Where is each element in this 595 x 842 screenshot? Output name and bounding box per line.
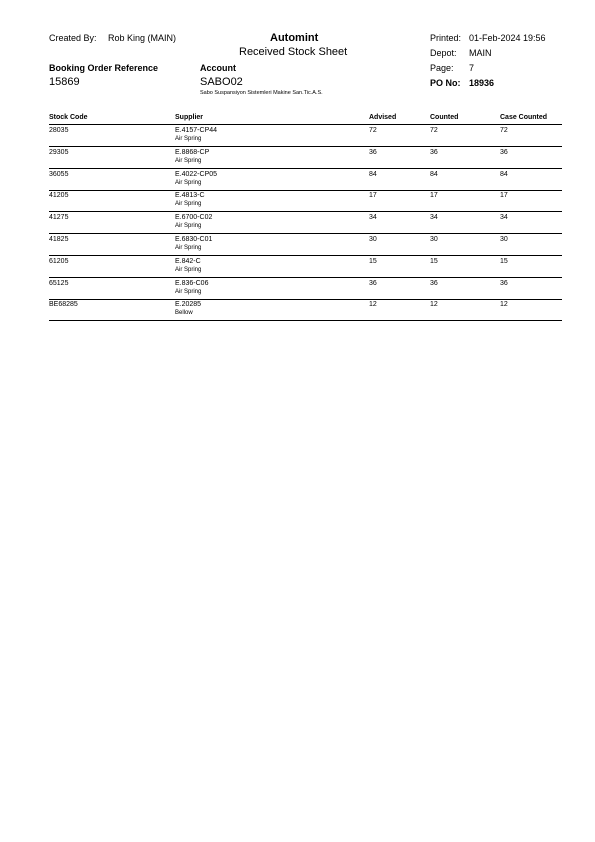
case-counted-cell: 36 bbox=[500, 279, 508, 287]
col-advised: Advised bbox=[369, 114, 397, 121]
account-label: Account bbox=[200, 63, 236, 73]
created-by-label: Created By: bbox=[49, 33, 97, 43]
page-label: Page: bbox=[430, 63, 454, 73]
supplier-cell: E.4813-C bbox=[175, 192, 205, 200]
description-cell: Air Spring bbox=[175, 136, 202, 142]
advised-cell: 36 bbox=[369, 279, 377, 287]
counted-cell: 17 bbox=[430, 192, 438, 200]
advised-cell: 17 bbox=[369, 192, 377, 200]
case-counted-cell: 36 bbox=[500, 148, 508, 156]
printed-label: Printed: bbox=[430, 33, 462, 43]
counted-cell: 36 bbox=[430, 279, 438, 287]
booking-ref-label: Booking Order Reference bbox=[49, 63, 159, 73]
stock-code-cell: 61205 bbox=[49, 257, 69, 265]
advised-cell: 15 bbox=[369, 257, 377, 265]
row-divider bbox=[49, 320, 562, 321]
supplier-cell: E.836-C06 bbox=[175, 279, 209, 287]
advised-cell: 30 bbox=[369, 236, 377, 243]
case-counted-cell: 34 bbox=[500, 214, 508, 222]
col-counted: Counted bbox=[430, 114, 459, 121]
stock-code-cell: 41825 bbox=[49, 236, 69, 243]
row-divider bbox=[49, 146, 562, 147]
description-cell: Air Spring bbox=[175, 201, 202, 208]
supplier-cell: E.4022-CP05 bbox=[175, 170, 218, 178]
advised-cell: 84 bbox=[369, 170, 377, 178]
case-counted-cell: 15 bbox=[500, 257, 508, 265]
company-name: Automint bbox=[270, 32, 319, 44]
row-divider bbox=[49, 233, 562, 234]
depot-label: Depot: bbox=[430, 48, 457, 58]
stock-code-cell: BE68285 bbox=[49, 301, 78, 309]
description-cell: Air Spring bbox=[175, 179, 202, 186]
description-cell: Bellow bbox=[175, 310, 193, 317]
supplier-cell: E.6830-C01 bbox=[175, 236, 213, 243]
counted-cell: 12 bbox=[430, 301, 438, 309]
counted-cell: 84 bbox=[430, 170, 438, 178]
row-divider bbox=[49, 255, 562, 256]
booking-ref-value: 15869 bbox=[49, 76, 80, 88]
case-counted-cell: 72 bbox=[500, 127, 508, 134]
header-divider bbox=[49, 124, 562, 125]
row-divider bbox=[49, 211, 562, 212]
advised-cell: 34 bbox=[369, 214, 377, 222]
row-divider bbox=[49, 299, 562, 300]
stock-code-cell: 41205 bbox=[49, 192, 69, 200]
supplier-cell: E.8868-CP bbox=[175, 148, 210, 156]
stock-code-cell: 29305 bbox=[49, 148, 69, 156]
stock-code-cell: 65125 bbox=[49, 279, 69, 287]
advised-cell: 12 bbox=[369, 301, 377, 309]
description-cell: Air Spring bbox=[175, 223, 202, 230]
counted-cell: 34 bbox=[430, 214, 438, 222]
counted-cell: 72 bbox=[430, 127, 438, 134]
account-code: SABO02 bbox=[200, 76, 243, 88]
counted-cell: 30 bbox=[430, 236, 438, 243]
page-value: 7 bbox=[469, 63, 475, 73]
counted-cell: 15 bbox=[430, 257, 438, 265]
supplier-cell: E.4157-CP44 bbox=[175, 127, 218, 134]
document-title: Received Stock Sheet bbox=[239, 46, 348, 58]
row-divider bbox=[49, 277, 562, 278]
stock-code-cell: 36055 bbox=[49, 170, 69, 178]
description-cell: Air Spring bbox=[175, 288, 202, 295]
col-stock-code: Stock Code bbox=[49, 114, 88, 121]
account-name: Sabo Suspansiyon Sistemleri Makine San.Tic.A.S. bbox=[200, 90, 323, 96]
supplier-cell: E.842-C bbox=[175, 257, 201, 265]
case-counted-cell: 17 bbox=[500, 192, 508, 200]
description-cell: Air Spring bbox=[175, 245, 202, 251]
created-by-value: Rob King (MAIN) bbox=[108, 33, 177, 43]
advised-cell: 36 bbox=[369, 148, 377, 156]
advised-cell: 72 bbox=[369, 127, 377, 134]
depot-value: MAIN bbox=[469, 48, 492, 58]
case-counted-cell: 84 bbox=[500, 170, 508, 178]
row-divider bbox=[49, 190, 562, 191]
po-value: 18936 bbox=[469, 78, 495, 88]
case-counted-cell: 12 bbox=[500, 301, 508, 309]
row-divider bbox=[49, 168, 562, 169]
po-label: PO No: bbox=[430, 78, 461, 88]
description-cell: Air Spring bbox=[175, 157, 202, 164]
supplier-cell: E.6700-C02 bbox=[175, 214, 213, 222]
description-cell: Air Spring bbox=[175, 266, 202, 273]
supplier-cell: E.20285 bbox=[175, 301, 202, 309]
stock-code-cell: 28035 bbox=[49, 127, 69, 134]
col-case-counted: Case Counted bbox=[500, 114, 548, 121]
printed-value: 01-Feb-2024 19:56 bbox=[469, 33, 546, 43]
counted-cell: 36 bbox=[430, 148, 438, 156]
col-supplier: Supplier bbox=[175, 114, 204, 121]
stock-code-cell: 41275 bbox=[49, 214, 69, 222]
case-counted-cell: 30 bbox=[500, 236, 508, 243]
